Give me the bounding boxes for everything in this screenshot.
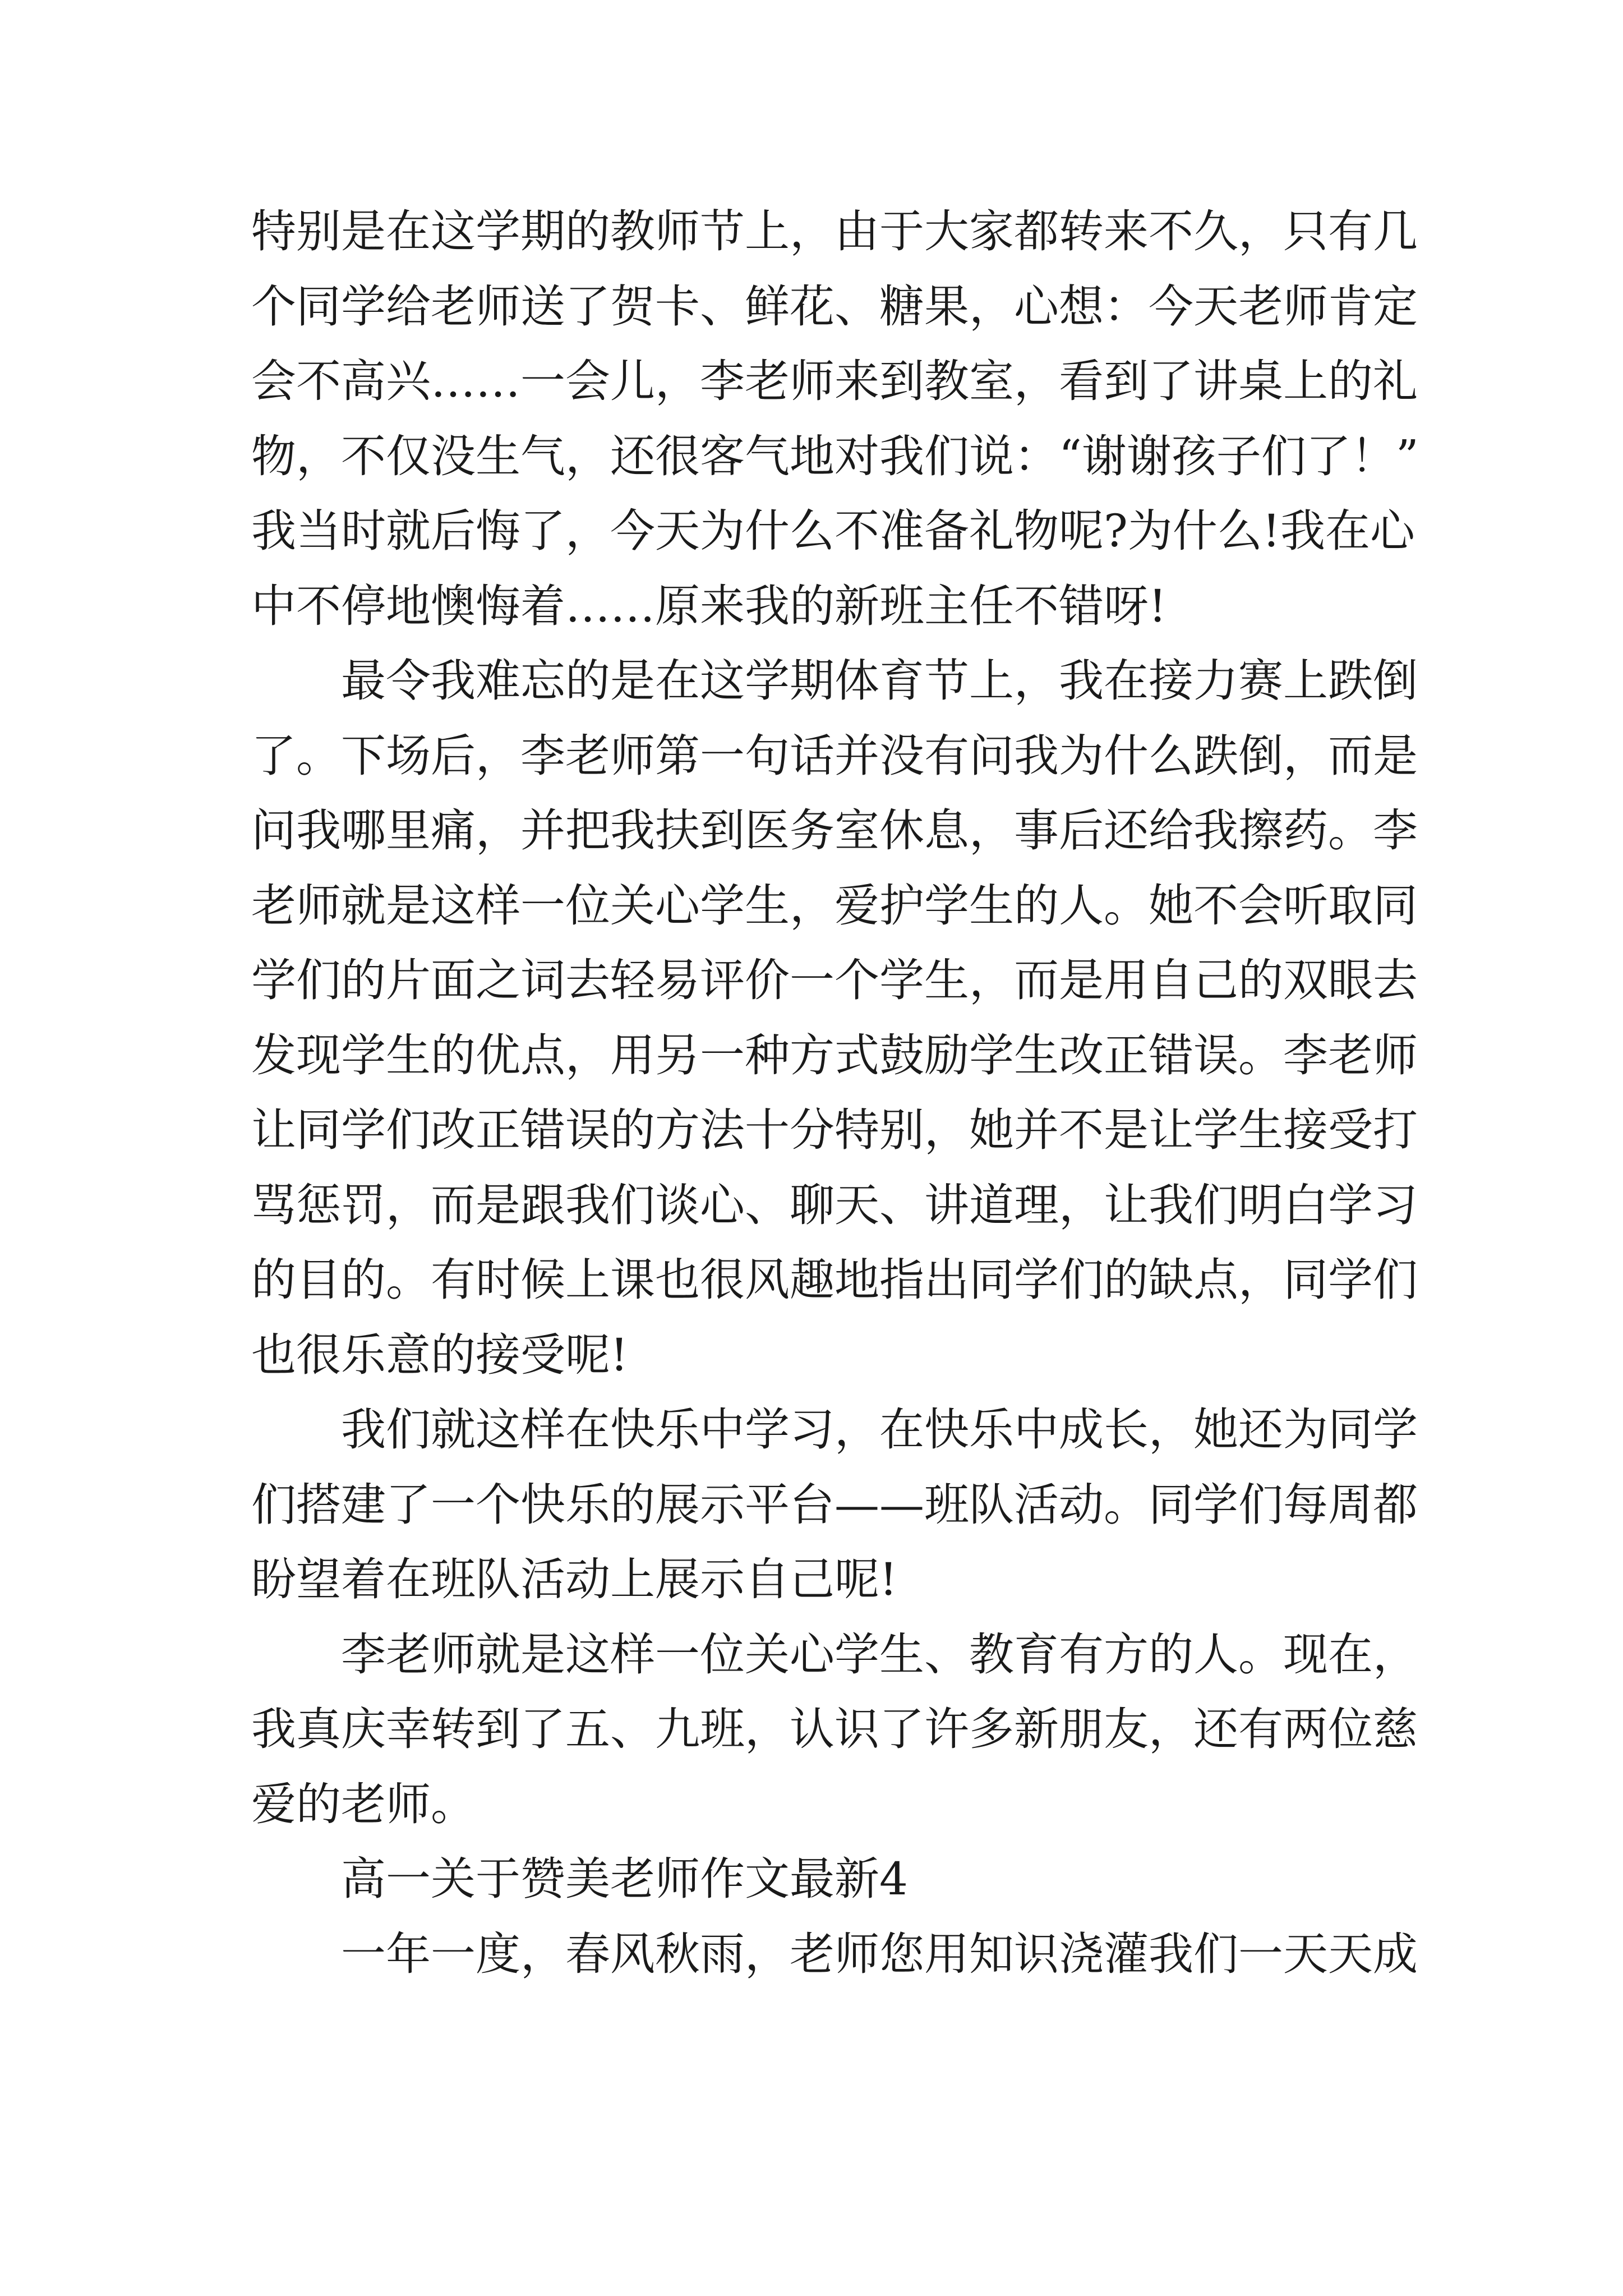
text-line: 中不停地懊悔着……原来我的新班主任不错呀! (251, 579, 1167, 632)
text-line: 一年一度，春风秋雨，老师您用知识浇灌我们一天天成 (341, 1927, 1418, 1980)
paragraph (251, 643, 1418, 1392)
section-heading (251, 1842, 1381, 1917)
text-line: 我真庆幸转到了五、九班，认识了许多新朋友，还有两位慈 (251, 1703, 1418, 1755)
text-line: 骂惩罚，而是跟我们谈心、聊天、讲道理，让我们明白学习 (251, 1179, 1418, 1231)
text-line: 了。下场后，李老师第一句话并没有问我为什么跌倒，而是 (251, 729, 1418, 782)
document-body (251, 194, 1419, 1991)
text-line: 让同学们改正错误的方法十分特别，她并不是让学生接受打 (251, 1104, 1418, 1156)
text-line: 发现学生的优点，用另一种方式鼓励学生改正错误。李老师 (251, 1029, 1418, 1082)
text-line: 也很乐意的接受呢! (251, 1328, 629, 1381)
text-line: 爱的老师。 (251, 1778, 476, 1830)
text-line: 的目的。有时候上课也很风趣地指出同学们的缺点，同学们 (251, 1254, 1418, 1306)
text-line: 物，不仅没生气，还很客气地对我们说：“谢谢孩子们了！” (251, 430, 1419, 482)
paragraph (251, 1392, 1418, 1617)
section-title: 高一关于赞美老师作文最新4 (341, 1853, 908, 1905)
paragraph (251, 194, 1419, 643)
paragraph (251, 1617, 1418, 1842)
text-line: 特别是在这学期的教师节上，由于大家都转来不久，只有几 (251, 205, 1418, 257)
text-line: 学们的片面之词去轻易评价一个学生，而是用自己的双眼去 (251, 954, 1418, 1006)
text-line: 我当时就后悔了，今天为什么不准备礼物呢?为什么!我在心 (251, 505, 1415, 557)
text-line: 最令我难忘的是在这学期体育节上，我在接力赛上跌倒 (341, 655, 1418, 707)
text-line: 我们就这样在快乐中学习，在快乐中成长，她还为同学 (341, 1404, 1418, 1456)
text-line: 老师就是这样一位关心学生，爱护学生的人。她不会听取同 (251, 879, 1418, 932)
text-line: 个同学给老师送了贺卡、鲜花、糖果，心想：今天老师肯定 (251, 280, 1418, 333)
text-line: 李老师就是这样一位关心学生、教育有方的人。现在， (341, 1628, 1418, 1681)
text-line: 盼望着在班队活动上展示自己呢! (251, 1553, 898, 1605)
text-line: 会不高兴……一会儿，李老师来到教室，看到了讲桌上的礼 (251, 355, 1418, 407)
text-line: 们搭建了一个快乐的展示平台——班队活动。同学们每周都 (251, 1478, 1418, 1531)
paragraph (251, 1917, 1418, 1992)
text-line: 问我哪里痛，并把我扶到医务室休息，事后还给我擦药。李 (251, 804, 1418, 857)
